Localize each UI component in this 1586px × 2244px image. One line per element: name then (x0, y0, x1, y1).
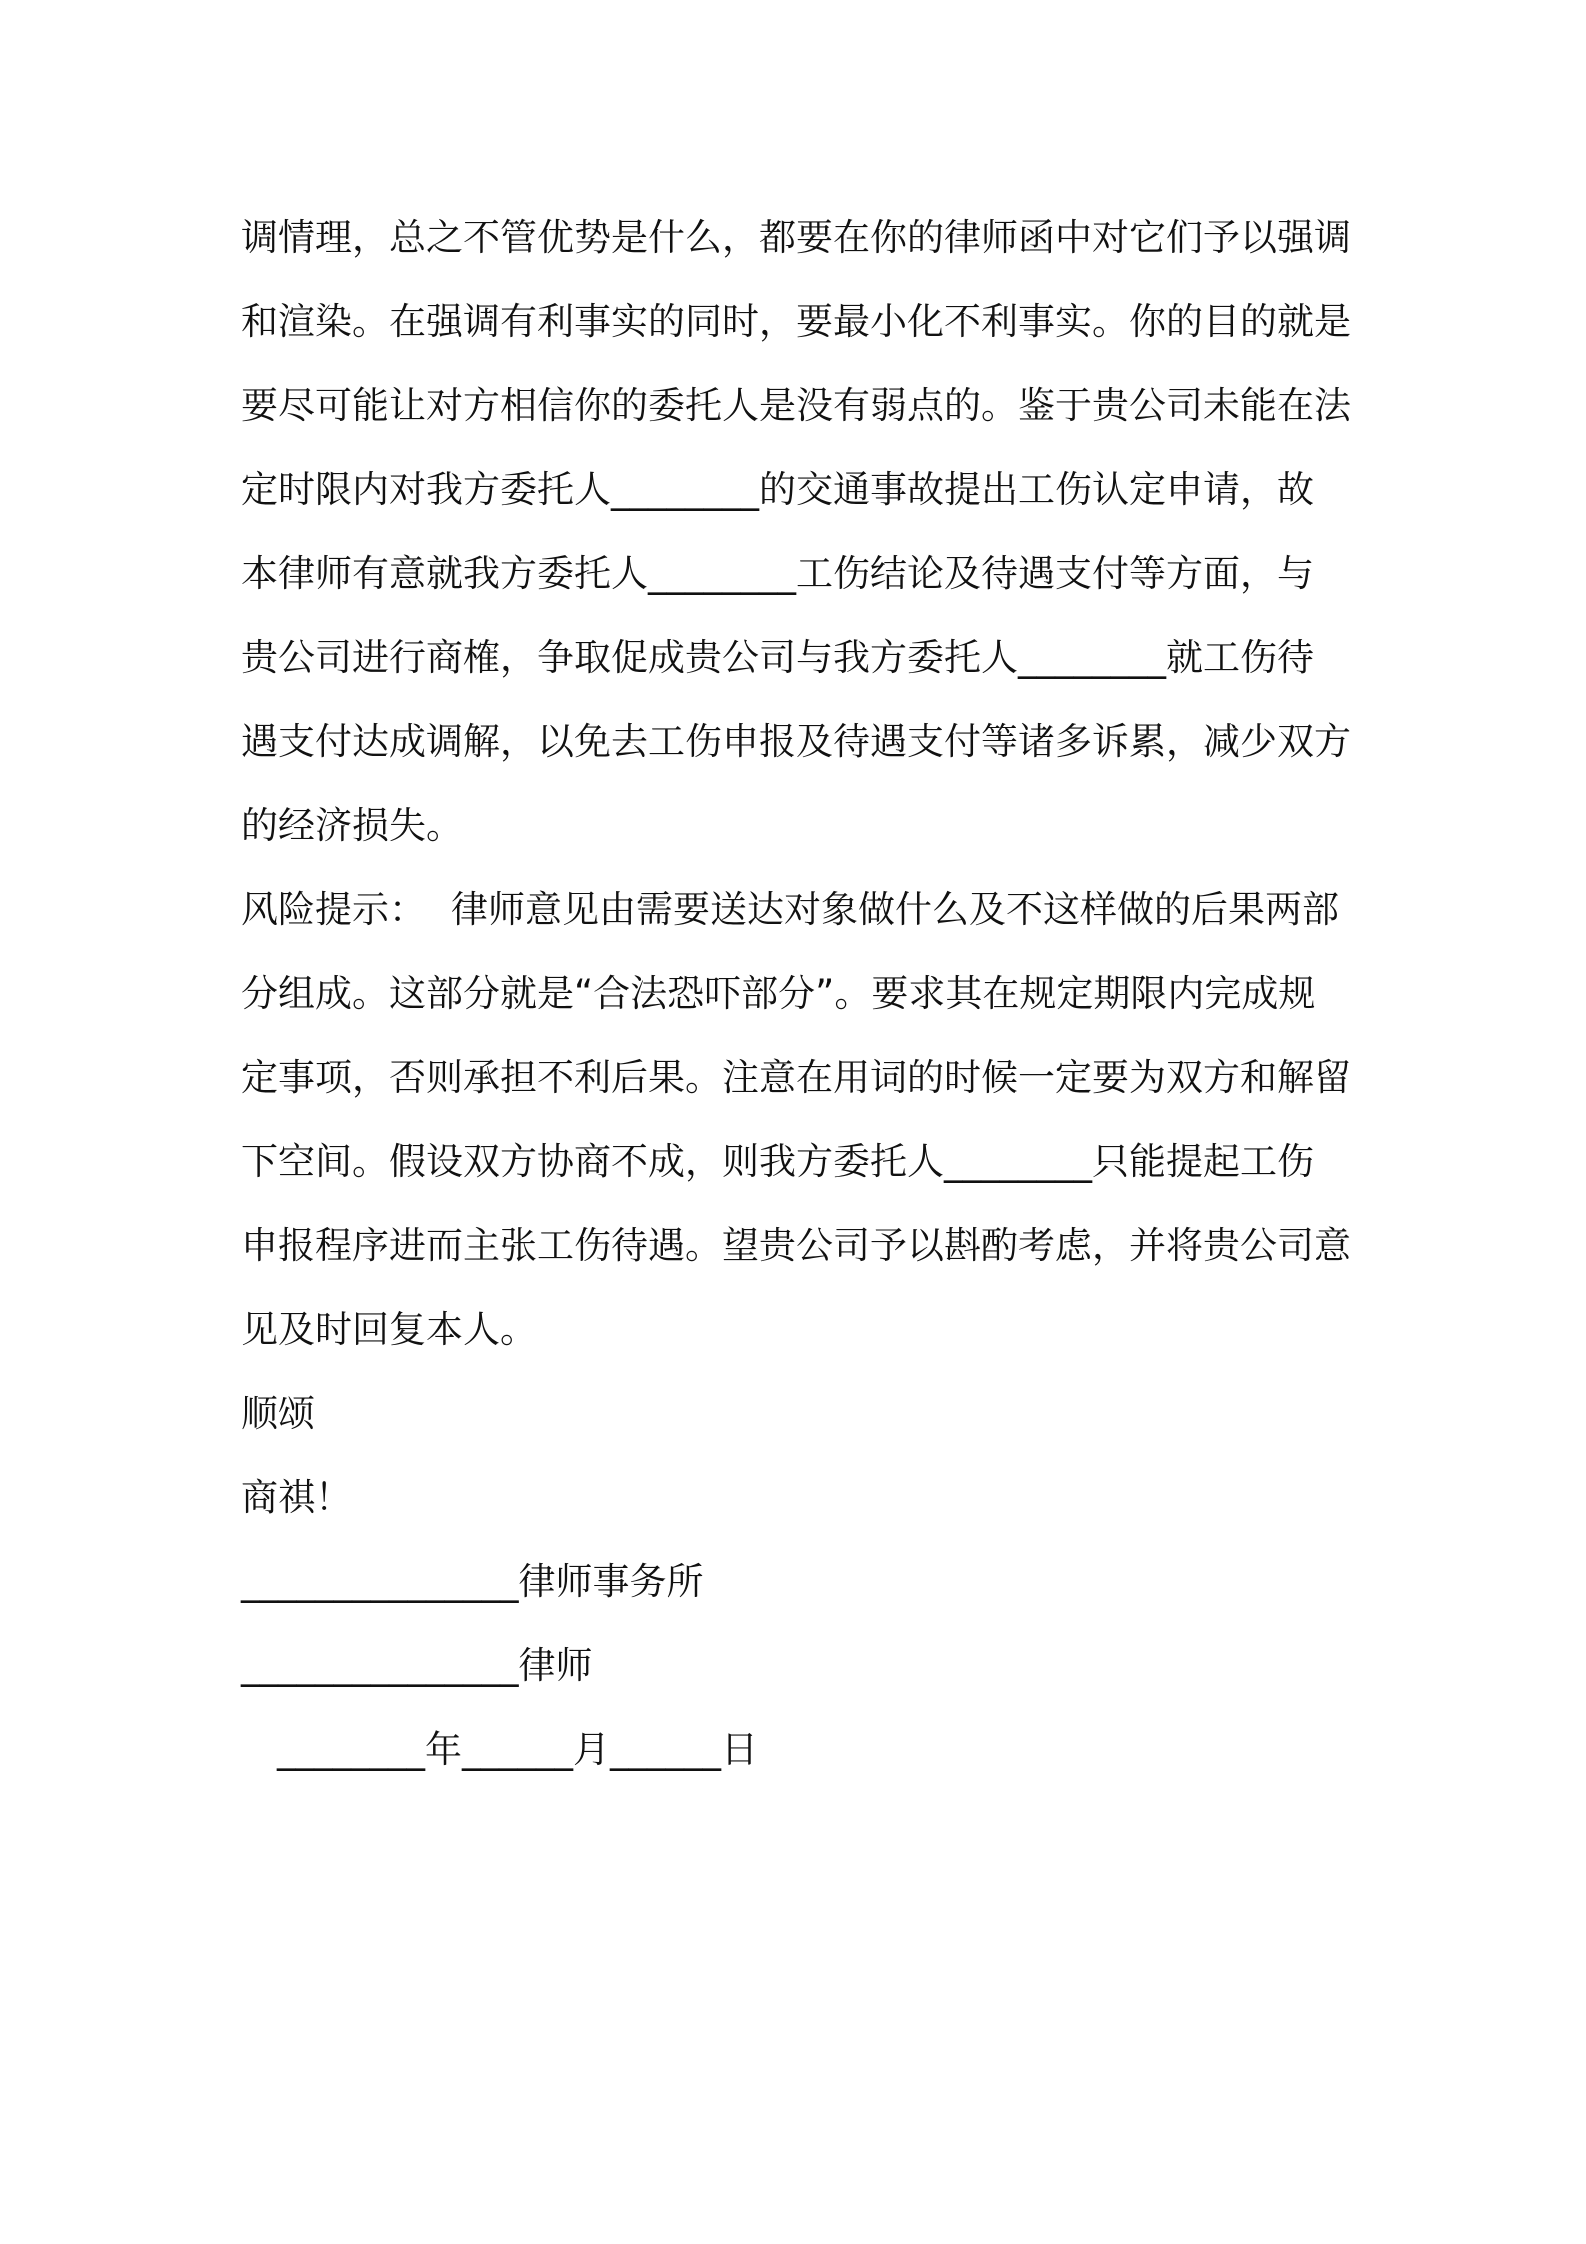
paragraph-line-8: 的经济损失。 (241, 804, 463, 847)
risk-line-3: 定事项，否则承担不利后果。注意在用词的时候一定要为双方和解留 (241, 1056, 1351, 1099)
paragraph-line-4: 定时限内对我方委托人________的交通事故提出工伤认定申请，故 (241, 468, 1314, 511)
signature-lawyer: _______________律师 (241, 1644, 593, 1687)
paragraph-line-2: 和渲染。在强调有利事实的同时，要最小化不利事实。你的目的就是 (241, 300, 1351, 343)
risk-line-4: 下空间。假设双方协商不成，则我方委托人________只能提起工伤 (241, 1140, 1314, 1183)
risk-label: 风险提示： (241, 888, 426, 931)
paragraph-line-5: 本律师有意就我方委托人________工伤结论及待遇支付等方面，与 (241, 552, 1314, 595)
letter-body (241, 196, 1356, 1792)
risk-text-1: 律师意见由需要送达对象做什么及不这样做的后果两部 (451, 888, 1339, 931)
signature-law-firm: _______________律师事务所 (241, 1560, 704, 1603)
closing-wishes: 商祺！ (241, 1476, 352, 1519)
paragraph-line-1: 调情理，总之不管优势是什么，都要在你的律师函中对它们予以强调 (241, 216, 1351, 259)
paragraph-line-6: 贵公司进行商榷，争取促成贵公司与我方委托人________就工伤待 (241, 636, 1314, 679)
paragraph-line-7: 遇支付达成调解，以免去工伤申报及待遇支付等诸多诉累，减少双方 (241, 720, 1351, 763)
date-line: ________年______月______日 (277, 1728, 758, 1771)
risk-line-5: 申报程序进而主张工伤待遇。望贵公司予以斟酌考虑，并将贵公司意 (241, 1224, 1351, 1267)
risk-line-6: 见及时回复本人。 (241, 1308, 537, 1351)
closing-greeting: 顺颂 (241, 1392, 315, 1435)
paragraph-line-3: 要尽可能让对方相信你的委托人是没有弱点的。鉴于贵公司未能在法 (241, 384, 1351, 427)
risk-line-1 (241, 868, 1356, 952)
risk-line-2: 分组成。这部分就是“合法恐吓部分”。要求其在规定期限内完成规 (241, 972, 1316, 1015)
